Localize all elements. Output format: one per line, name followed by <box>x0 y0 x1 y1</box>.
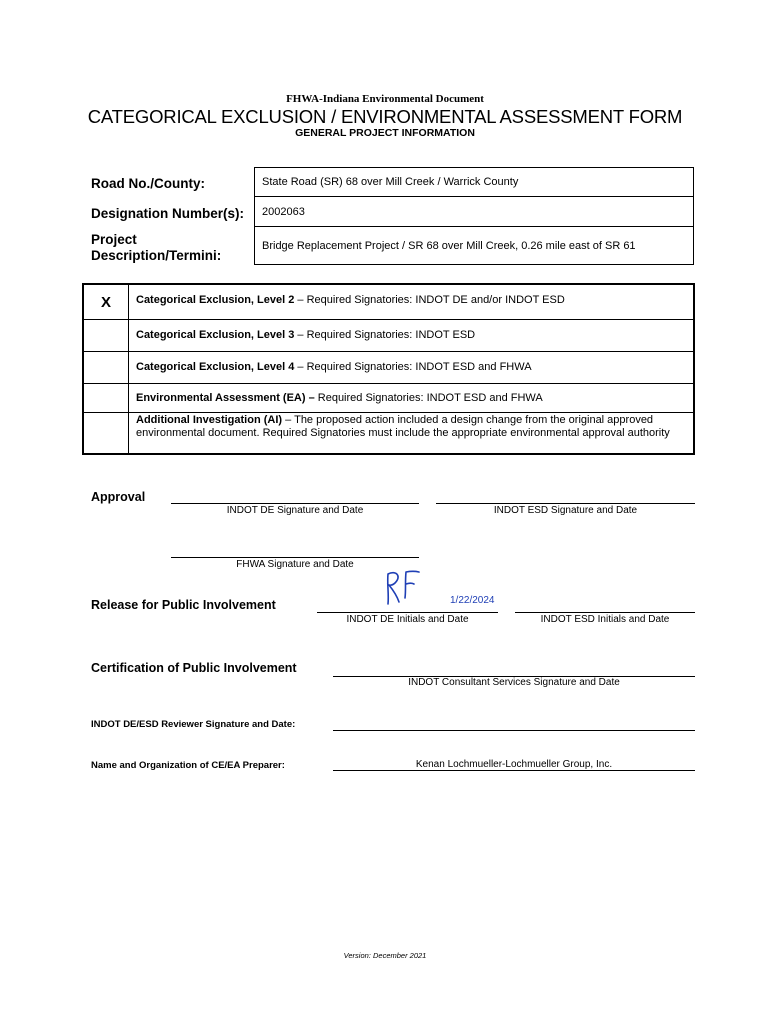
certification-caption: INDOT Consultant Services Signature and Date <box>408 677 620 688</box>
de-signature-caption: INDOT DE Signature and Date <box>226 505 364 516</box>
category-checkbox[interactable] <box>84 320 129 351</box>
fhwa-signature-line[interactable] <box>171 557 419 558</box>
designation-value: 2002063 <box>262 205 305 218</box>
category-text <box>136 392 685 405</box>
designation-field[interactable] <box>254 196 694 227</box>
reviewer-label: INDOT DE/ESD Reviewer Signature and Date: <box>91 719 296 730</box>
release-de-caption: INDOT DE Initials and Date <box>346 614 469 625</box>
fhwa-signature-caption: FHWA Signature and Date <box>236 559 354 570</box>
release-de-line[interactable] <box>317 612 498 613</box>
esd-signature-caption: INDOT ESD Signature and Date <box>493 505 638 516</box>
category-text <box>136 294 685 307</box>
description-value: Bridge Replacement Project / SR 68 over Mill Creek, 0.26 mile east of SR 61 <box>262 239 636 252</box>
preparer-value: Kenan Lochmueller-Lochmueller Group, Inc. <box>415 759 613 770</box>
category-checkbox[interactable] <box>84 413 129 453</box>
reviewer-signature-line[interactable] <box>333 730 695 731</box>
version-footer: Version: December 2021 <box>343 951 427 960</box>
approval-label: Approval <box>91 490 146 504</box>
preparer-line[interactable] <box>333 770 695 771</box>
category-description: – The proposed action included a design change from the original approved environmental document. Required Signatories must include the appropriate environmental approval authority <box>136 414 670 439</box>
category-checkbox[interactable] <box>84 384 129 412</box>
form-title: CATEGORICAL EXCLUSION / ENVIRONMENTAL ASSESSMENT FORM <box>87 106 683 127</box>
document-category-table <box>82 283 695 455</box>
category-checkbox[interactable] <box>84 352 129 383</box>
category-text <box>136 361 685 374</box>
category-row <box>84 384 693 413</box>
description-label <box>91 232 221 264</box>
rf-initials-signature <box>380 568 422 608</box>
description-field[interactable] <box>254 226 694 265</box>
release-esd-line[interactable] <box>515 612 695 613</box>
road-county-label: Road No./County: <box>91 176 205 191</box>
category-row <box>84 413 693 453</box>
category-checkbox[interactable]: X <box>84 285 129 319</box>
form-subtitle: GENERAL PROJECT INFORMATION <box>295 127 475 139</box>
certification-label: Certification of Public Involvement <box>91 661 297 675</box>
release-date: 1/22/2024 <box>450 595 495 606</box>
category-row <box>84 352 693 384</box>
release-label: Release for Public Involvement <box>91 598 276 612</box>
release-esd-caption: INDOT ESD Initials and Date <box>540 614 670 625</box>
category-text <box>136 414 685 440</box>
category-text <box>136 329 685 342</box>
designation-label: Designation Number(s): <box>91 206 245 221</box>
esd-signature-line[interactable] <box>436 503 695 504</box>
category-description: – Required Signatories: INDOT ESD and FHWA <box>294 361 532 373</box>
category-title: Categorical Exclusion, Level 4 <box>136 361 295 373</box>
category-description: – Required Signatories: INDOT ESD <box>294 329 476 341</box>
category-title: Additional Investigation (AI) <box>136 414 283 426</box>
category-row <box>84 320 693 352</box>
de-signature-line[interactable] <box>171 503 419 504</box>
road-county-field[interactable] <box>254 167 694 197</box>
description-label-line-1: Project <box>91 232 137 247</box>
preparer-label: Name and Organization of CE/EA Preparer: <box>91 760 285 771</box>
category-title: Categorical Exclusion, Level 2 <box>136 294 295 306</box>
category-description: – Required Signatories: INDOT DE and/or INDOT ESD <box>294 294 565 306</box>
category-description: Required Signatories: INDOT ESD and FHWA <box>314 392 543 404</box>
category-title: Environmental Assessment (EA) – <box>136 392 315 404</box>
description-label-line-2: Description/Termini: <box>91 248 222 263</box>
form-source-line: FHWA-Indiana Environmental Document <box>286 93 484 105</box>
category-title: Categorical Exclusion, Level 3 <box>136 329 295 341</box>
category-row <box>84 285 693 320</box>
road-county-value: State Road (SR) 68 over Mill Creek / Warrick County <box>262 176 519 188</box>
